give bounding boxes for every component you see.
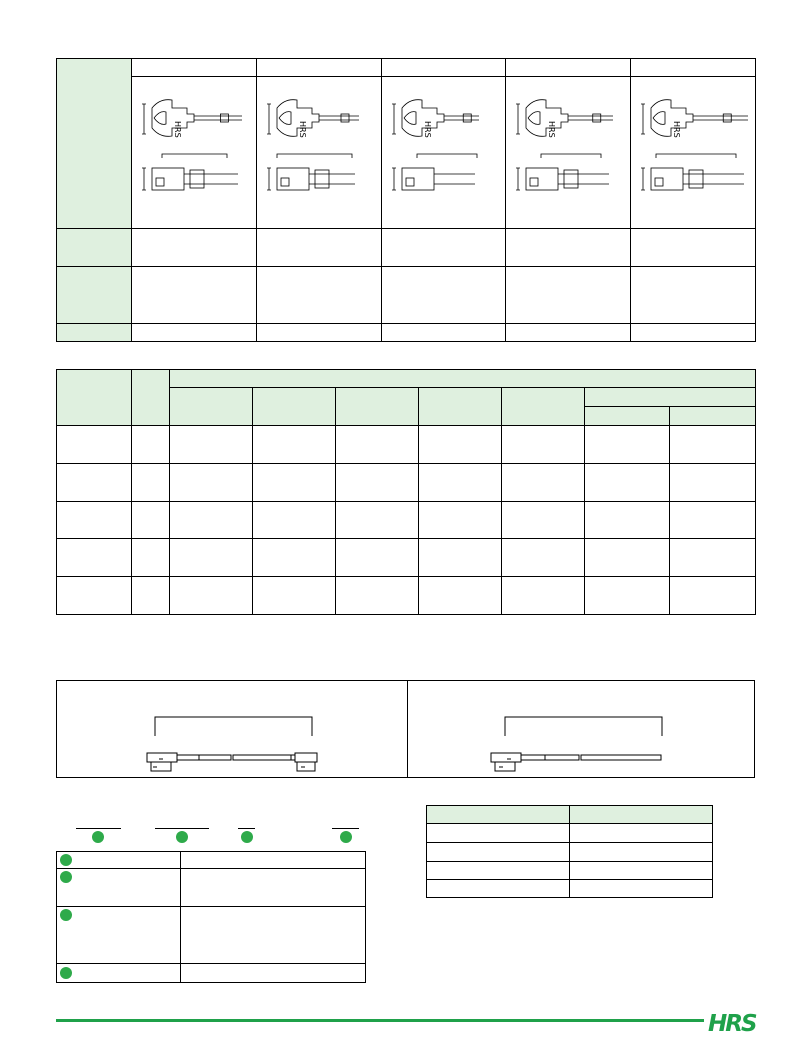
table-row: [57, 539, 756, 577]
spec-header-a: [57, 370, 132, 426]
key-label-3: [57, 907, 181, 964]
terminal-drawing-2: [257, 78, 381, 228]
cable-box-divider: [407, 681, 408, 777]
table-row: [427, 862, 713, 880]
row-header-drawing: [57, 59, 132, 229]
single-end-cable-drawing: [487, 711, 687, 776]
drawing-label: HRS: [173, 120, 182, 138]
length-header-1: [427, 806, 570, 824]
terminal-outline: [506, 78, 628, 228]
drawing-cell-1: [132, 77, 257, 229]
footer-rule: [56, 1019, 704, 1022]
legend-marker-3: [241, 831, 253, 843]
drawing-label: HRS: [298, 120, 307, 138]
part-number-key-table: [56, 851, 366, 983]
terminal-outline: [382, 78, 504, 228]
double-end-cable-drawing: [137, 711, 327, 776]
table-row: [57, 502, 756, 539]
spec-grid-table: [56, 369, 756, 615]
terminal-drawing-1: [132, 78, 256, 228]
key-label-1: [57, 852, 181, 869]
col-header-5: [631, 59, 756, 77]
row-header-2: [57, 229, 132, 267]
legend-marker-2: [176, 831, 188, 843]
terminal-drawing-5: [631, 78, 755, 228]
table-row: [57, 464, 756, 502]
length-header-2: [570, 806, 713, 824]
col-header-3: [382, 59, 506, 77]
drawing-cell-5: [631, 77, 756, 229]
terminal-drawing-4: [506, 78, 630, 228]
cable-length-table: [426, 805, 713, 898]
table-row: [427, 824, 713, 843]
drawing-label: HRS: [672, 120, 681, 138]
hrs-logo: HRS: [708, 1011, 756, 1037]
terminal-outline: [631, 78, 753, 228]
col-header-4: [506, 59, 631, 77]
table-row: [57, 426, 756, 464]
terminal-outline: [132, 78, 254, 228]
spec-header-group: [170, 370, 756, 388]
legend-marker-1: [92, 831, 104, 843]
table-row: [57, 577, 756, 615]
terminal-outline: [257, 78, 379, 228]
legend-marker-4: [340, 831, 352, 843]
key-label-4: [57, 964, 181, 983]
row-header-3: [57, 267, 132, 324]
cable-assembly-box: [56, 680, 755, 778]
table-row: [427, 843, 713, 862]
spec-header-b: [132, 370, 170, 426]
key-label-2: [57, 869, 181, 907]
drawing-cell-2: [257, 77, 382, 229]
terminal-drawing-3: [382, 78, 505, 228]
drawing-label: HRS: [423, 120, 432, 138]
table-row: [427, 880, 713, 898]
drawing-label: HRS: [547, 120, 556, 138]
drawing-cell-4: [506, 77, 631, 229]
drawing-cell-3: [382, 77, 506, 229]
part-number-legend: [56, 825, 376, 845]
terminal-spec-table: [56, 58, 756, 342]
col-header-1: [132, 59, 257, 77]
col-header-2: [257, 59, 382, 77]
row-header-4: [57, 324, 132, 342]
